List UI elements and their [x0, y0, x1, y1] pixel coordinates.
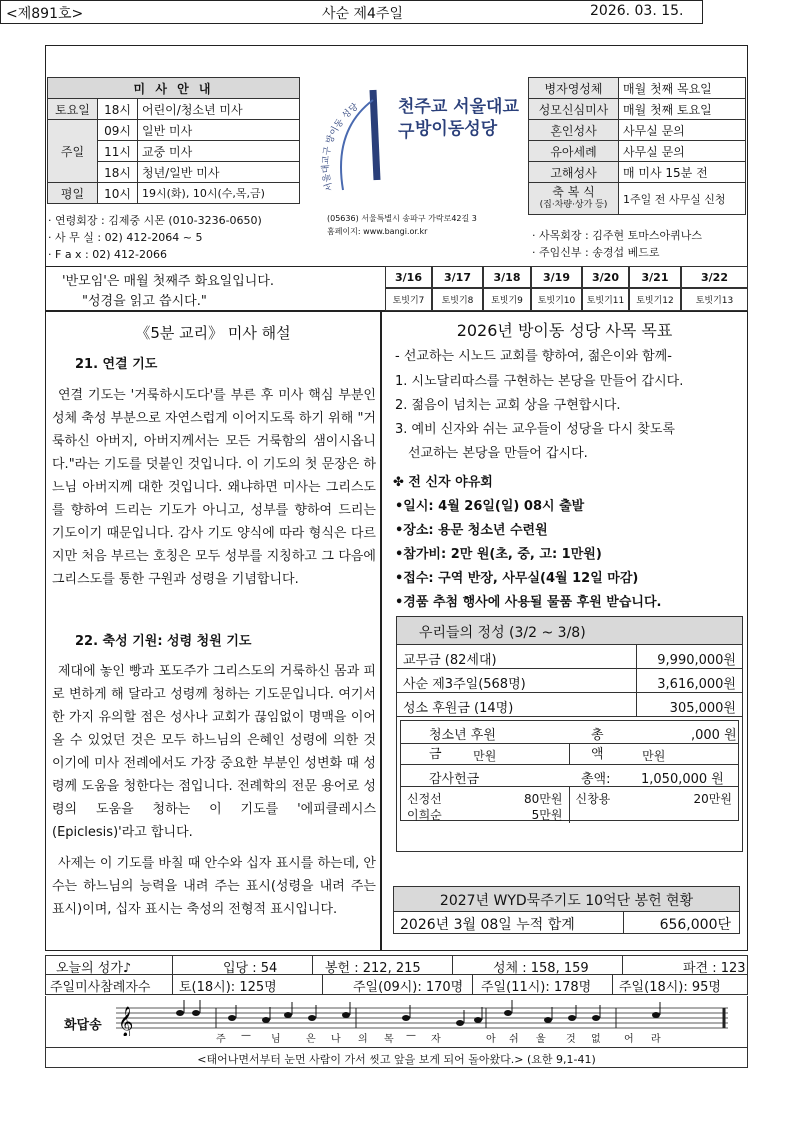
table-row: 병자영성체 매월 첫째 목요일	[529, 78, 746, 99]
reading-book: 토빗기12	[629, 288, 681, 311]
lyric-syllable: 쉬	[509, 1034, 520, 1045]
lyric-syllable: 아	[486, 1034, 497, 1045]
bible-reading-table	[385, 266, 748, 311]
mass-title: 미 사 안 내	[48, 78, 300, 99]
wyd-title: 2027년 WYD묵주기도 10억단 봉헌 현황	[394, 887, 739, 911]
lyric-syllable: 은	[306, 1034, 317, 1045]
table-row: 주일 09시 일반 미사	[48, 120, 300, 141]
contact-line: · 사 무 실 : 02) 412-2064 ~ 5	[48, 231, 203, 244]
church-name-1: 천주교 서울대교구	[398, 97, 519, 142]
reading-date: 3/19	[531, 266, 582, 288]
hymns-row	[45, 955, 748, 975]
table-row: 18시 청년/일반 미사	[48, 162, 300, 183]
bulletin-date: 2026. 03. 15.	[590, 3, 684, 19]
liturgical-season: 사순 제4주일	[322, 6, 403, 22]
hymn-recessional: 파견 : 123	[683, 961, 746, 976]
offering-title: 우리들의 정성 (3/2 ~ 3/8)	[397, 617, 742, 644]
note-icon	[262, 1017, 270, 1023]
note-icon	[192, 1010, 200, 1016]
doctrine-title: 《5분 교리》 미사 해설	[135, 324, 291, 342]
treble-clef-icon: 𝄞	[118, 1007, 134, 1036]
picnic-details	[395, 495, 661, 615]
officer-line: · 주임신부 : 송경섭 베드로	[532, 246, 660, 259]
picnic-line: •일시: 4월 26일(일) 08시 출발	[395, 499, 585, 514]
lyric-syllable: 의	[358, 1034, 369, 1045]
table-row: 토요일 18시 어린이/청소년 미사	[48, 99, 300, 120]
picnic-line: •참가비: 2만 원(초, 중, 고: 1만원)	[395, 547, 602, 562]
reading-date: 3/20	[582, 266, 629, 288]
donor-row: 신정선 80만원	[407, 792, 563, 806]
contact-line: · 연령회장 : 김제중 시몬 (010-3236-0650)	[48, 214, 262, 227]
lyric-syllable: 어	[624, 1034, 635, 1045]
goal-item: 3. 예비 신자와 쉬는 교우들이 성당을 다시 찾도록	[395, 422, 675, 437]
church-website: 홈페이지: www.bangi.or.kr	[327, 227, 428, 236]
table-row: 성소 후원금 (14명) 305,000원	[397, 692, 742, 716]
note-icon	[568, 1015, 576, 1021]
reading-book: 토빗기8	[432, 288, 483, 311]
doctrine-paragraph: 제대에 놓인 빵과 포도주가 그리스도의 거룩하신 몸과 피로 변하게 해 달라고 성령께 청하는 기도문입니다. 여기서 한 가지 유의할 점은 성사나 교회가 끊임없이 명맥을 이어올 수 있었던 것은 모두 하느님의 은혜인 성령에 의한 것이기에 미사 전례에서도 가장 중요한 부분인 성변화 때 성령께 도움을 청한다는 점입니다. 전례학의 전문 용어로 성령의 도움을 청하는 이 기도를 '에피클레시스(Epiclesis)'라고 합니다.	[52, 664, 376, 840]
psalm-label: 화답송	[64, 1018, 102, 1033]
bible-note-2: "성경을 읽고 씁시다."	[82, 294, 207, 309]
doctrine-paragraph: 연결 기도는 '거룩하시도다'를 부른 후 미사 핵심 부분인 성체 축성 부분으로 자연스럽게 이어지도록 하기 위해 "거룩하신 아버지, 아버지께서는 모든 거룩함의 샘이시옵니다."라는 기도를 덧붙인 것입니다. 이 기도의 첫 문장은 하느님 아버지께 대한 것입니다. 왜냐하면 미사는 그리스도를 향하여 드리는 기도가 아니고, 성부를 향하여 드리는 기도이기 때문입니다. 감사 기도 양식에 따라 형식은 다르지만 처음 부르는 호칭은 모두 성부를 지칭하고 그 다음에 그리스도를 통한 구원과 성령을 기념합니다.	[52, 388, 376, 587]
lyric-syllable: 라	[651, 1034, 662, 1045]
note-icon	[456, 1020, 464, 1026]
issue-number: <제891호>	[6, 6, 84, 22]
svg-text:서울대교구 방이동 성당	[319, 100, 360, 193]
lyric-syllable: 주	[216, 1034, 227, 1045]
note-icon	[176, 1010, 184, 1016]
psalm-lyrics	[46, 1030, 749, 1044]
wyd-box	[393, 886, 740, 934]
contact-line: · F a x : 02) 412-2066	[48, 248, 168, 261]
hymns-label: 오늘의 성가♪	[46, 956, 173, 974]
lyric-syllable: —	[406, 1030, 417, 1041]
note-icon	[342, 1012, 350, 1018]
picnic-title: ✤ 전 신자 야유회	[393, 475, 493, 490]
reading-book: 토빗기11	[582, 288, 629, 311]
psalm-verse: <태어나면서부터 눈먼 사람이 가서 씻고 앞을 보게 되어 돌아왔다.> (요한 9,1-41)	[45, 1048, 748, 1068]
lyric-syllable: 나	[331, 1034, 342, 1045]
goal-item: 1. 시노달리따스를 구현하는 본당을 만들어 갑시다.	[395, 374, 684, 389]
church-emblem-icon	[303, 50, 525, 240]
lyric-syllable: 것	[566, 1034, 577, 1045]
attendance-label: 주일미사참례자수	[46, 975, 173, 994]
reading-date: 3/16	[385, 266, 432, 288]
hymn-offertory: 봉헌 : 212, 215	[313, 956, 453, 974]
attendance-item: 주일(18시): 95명	[619, 980, 721, 995]
note-icon	[228, 1015, 236, 1021]
note-icon	[474, 1017, 482, 1023]
attendance-item: 토(18시): 125명	[173, 975, 323, 994]
picnic-line: •접수: 구역 반장, 사무실(4월 12일 마감)	[395, 571, 639, 586]
reading-book: 토빗기9	[483, 288, 531, 311]
reading-date: 3/22	[681, 266, 748, 288]
mass-schedule-table	[47, 77, 300, 204]
reading-date: 3/18	[483, 266, 531, 288]
table-row: 축 복 식 (집·차량·상가 등) 1주일 전 사무실 신청	[529, 183, 746, 215]
lyric-syllable: 없	[591, 1034, 602, 1045]
lyric-syllable: 목	[384, 1034, 395, 1045]
officer-line: · 사목회장 : 김주현 토마스아퀴나스	[532, 229, 702, 242]
header-bar	[0, 0, 703, 24]
church-address: (05636) 서울특별시 송파구 가락로42길 3	[327, 214, 477, 223]
contacts	[48, 212, 262, 263]
psalm-box	[45, 996, 748, 1048]
table-row: 11시 교중 미사	[48, 141, 300, 162]
church-name-2: 방이동성당	[415, 119, 498, 139]
table-row: 유아세례 사무실 문의	[529, 141, 746, 162]
lyric-syllable: 님	[271, 1034, 282, 1045]
lyric-syllable: 자	[431, 1034, 442, 1045]
lyric-syllable: 울	[536, 1034, 547, 1045]
goals-subtitle: - 선교하는 시노드 교회를 향하여, 젊은이와 함께-	[395, 349, 672, 364]
table-row: 2026년 3월 08일 누적 합계 656,000단	[394, 911, 739, 934]
reading-date: 3/21	[629, 266, 681, 288]
youth-thanks-box	[400, 720, 739, 821]
table-row: 청소년 후원금 총액 ,000 원	[401, 721, 738, 744]
table-row: 성모신심미사 매월 첫째 토요일	[529, 99, 746, 120]
table-row: 평일 10시 19시(화), 10시(수,목,금)	[48, 183, 300, 204]
attendance-row	[45, 975, 748, 995]
doctrine-paragraph: 사제는 이 기도를 바칠 때 안수와 십자 표시를 하는데, 안수는 하느님의 능력을 내려 주는 표시(성령을 내려 주는 표시)이며, 십자 표시는 축성의 전형적 표시입니다.	[52, 856, 376, 917]
attendance-item: 주일(09시): 170명	[323, 975, 473, 994]
table-row: 고해성사 매 미사 15분 전	[529, 162, 746, 183]
note-icon	[652, 1012, 660, 1018]
lyric-syllable: —	[241, 1030, 252, 1041]
officers	[532, 227, 702, 261]
church-arc-text: 서울대교구 방이동 성당	[321, 101, 361, 193]
note-icon	[402, 1015, 410, 1021]
picnic-line: •경품 추첨 행사에 사용될 물품 후원 받습니다.	[395, 595, 662, 610]
note-icon	[544, 1017, 552, 1023]
goal-item: 선교하는 본당을 만들어 갑시다.	[408, 446, 588, 461]
picnic-line: •장소: 용문 청소년 수련원	[395, 523, 548, 538]
reading-date: 3/17	[432, 266, 483, 288]
note-icon	[592, 1015, 600, 1021]
donor-row: 이희순 5만원	[407, 808, 563, 822]
table-row: 교무금 (82세대) 9,990,000원	[397, 644, 742, 668]
bible-note-1: '반모임'은 매월 첫째주 화요일입니다.	[62, 274, 275, 289]
note-icon	[504, 1010, 512, 1016]
hymn-entrance: 입당 : 54	[173, 956, 313, 974]
goals-title: 2026년 방이동 성당 사목 목표	[456, 321, 673, 340]
reading-book: 토빗기7	[385, 288, 432, 311]
church-logo	[303, 50, 525, 240]
note-icon	[284, 1012, 292, 1018]
table-row: 사순 제3주일(568명) 3,616,000원	[397, 668, 742, 692]
table-row: 만원 만원	[401, 744, 738, 765]
doctrine-heading-22: 22. 축성 기원: 성령 청원 기도	[75, 634, 252, 649]
sacraments-table	[528, 77, 746, 215]
reading-book: 토빗기10	[531, 288, 582, 311]
table-row: 혼인성사 사무실 문의	[529, 120, 746, 141]
hymn-communion: 성체 : 158, 159	[453, 956, 623, 974]
donor-row: 신창용 20만원	[575, 792, 732, 806]
table-row: 감사헌금 총액: 1,050,000 원	[401, 765, 738, 787]
reading-book: 토빗기13	[681, 288, 748, 311]
goal-item: 2. 젊음이 넘치는 교회 상을 구현합시다.	[395, 398, 621, 413]
note-icon	[308, 1015, 316, 1021]
attendance-item: 주일(11시): 178명	[473, 975, 613, 994]
doctrine-heading-21: 21. 연결 기도	[75, 357, 158, 372]
offering-box	[396, 616, 743, 852]
